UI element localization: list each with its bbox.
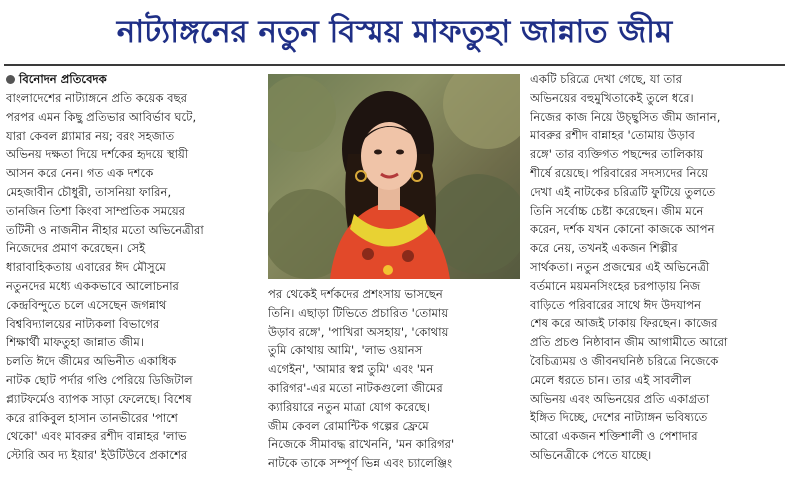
text-line: তটিনী ও নাজনীন নীহার মতো অভিনেত্রীরা (6, 222, 204, 237)
bullet-icon (6, 75, 15, 84)
byline-row (6, 70, 259, 89)
article-column-3 (530, 70, 784, 465)
text-line: বাড়িতে পরিবারের সাথে ঈদ উদযাপন (530, 297, 702, 312)
text-line: স্টোরি অব দ্য ইয়ার' ইউটিউবে প্রকাশের (6, 448, 188, 463)
text-line: অভিনয়ের বহুমুখিতাকেই তুলে ধরে। (530, 90, 694, 105)
text-line: বিশ্ববিদ্যালয়ের নাট্যকলা বিভাগের (6, 316, 160, 331)
article-photo (268, 74, 520, 279)
text-line: জীম কেবল রোমান্টিক গল্পের ফ্রেমে (268, 418, 429, 433)
text-line: নিজের কাজ নিয়ে উচ্ছ্বসিত জীম জানান, (530, 109, 721, 124)
text-line: তানজিন তিশা কিংবা সাম্প্রতিক সময়ের (6, 203, 186, 218)
text-line: ইঙ্গিত দিচ্ছে, দেশের নাট্যাঙ্গন ভবিষ্যতে (530, 410, 708, 425)
text-line: পরপর এমন কিছু প্রতিভার আবির্ভাব ঘটে, (6, 109, 197, 124)
text-line: রঙ্গে' তার ব্যক্তিগত পছন্দের তালিকায় (530, 147, 704, 162)
text-line: বৈচিত্র্যময় ও জীবনঘনিষ্ঠ চরিত্রে নিজেকে (530, 353, 719, 368)
text-line: থেকো' এবং মাবরুর রশীদ বান্নাহর 'লাভ (6, 429, 187, 444)
text-line: তুমি কোথায় আমি', 'লাভ ওয়ানস (268, 343, 423, 358)
text-line: কেন্দ্রবিন্দুতে চলে এসেছেন জগন্নাথ (6, 297, 167, 312)
text-line: বাংলাদেশের নাট্যাঙ্গনে প্রতি কয়েক বছর (6, 91, 188, 105)
article-headline: নাট্যাঙ্গনের নতুন বিস্ময় মাফতুহা জান্নাত জীম (116, 14, 673, 50)
headline-divider (4, 64, 785, 66)
text-line: ক্যারিয়ারে নতুন মাত্রা যোগ করেছে। (268, 399, 431, 414)
text-line: চলতি ঈদে জীমের অভিনীত একাধিক (6, 354, 177, 369)
text-line: করেন, দর্শক যখন কোনো কাজকে আপন (530, 222, 715, 237)
text-line: নতুনদের মধ্যে এককভাবে আলোচনার (6, 278, 179, 293)
text-line: মেহজাবীন চৌধুরী, তাসনিয়া ফারিন, (6, 184, 172, 199)
text-line: করে রাকিবুল হাসান তানভীরের 'পাশে (6, 410, 178, 425)
text-line: আসন করে নেন। গত এক দশকে (6, 166, 154, 181)
text-line: করে নেয়, তখনই একজন শিল্পীর (530, 241, 678, 256)
text-line: আরো একজন শক্তিশালী ও পেশাদার (530, 429, 698, 444)
text-line: কারিগর'-এর মতো নাটকগুলো জীমের (268, 380, 443, 395)
text-line: তিনি সর্বোচ্চ চেষ্টা করেছেন। জীম মনে (530, 203, 704, 218)
text-line: শিক্ষার্থী মাফতুহা জান্নাত জীম। (6, 335, 144, 350)
text-line: উড়াব রঙ্গে', 'পাখিরা অসহায়', 'কোথায় (268, 324, 449, 339)
text-line: মেলে ধরতে চান। তার এই সাবলীল (530, 372, 692, 387)
text-line: একটি চরিত্রে দেখা গেছে, যা তার (530, 72, 683, 86)
article-column-1 (6, 70, 259, 465)
text-line: নিজেকে সীমাবদ্ধ রাখেননি, 'মন কারিগর' (268, 437, 455, 452)
text-line: নাটক ছোট পর্দার গণ্ডি পেরিয়ে ডিজিটাল (6, 372, 193, 387)
text-line: শেষ করে আজই ঢাকায় ফিরছেন। কাজের (530, 316, 718, 331)
text-line: অভিনয় এবং অভিনয়ের প্রতি একাগ্রতা (530, 391, 710, 406)
text-line: পর থেকেই দর্শকদের প্রশংসায় ভাসছেন (268, 287, 443, 301)
text-line: শীর্ষে রয়েছে। পরিবারের সদস্যদের নিয়ে (530, 165, 709, 180)
text-line: নাটকে তাকে সম্পূর্ণ ভিন্ন এবং চ্যালেঞ্জিং (268, 456, 453, 471)
text-line: অভিনেত্রীকে পেতে যাচ্ছে। (530, 447, 652, 462)
text-line: প্ল্যাটফর্মেও ব্যাপক সাড়া ফেলেছে। বিশেষ (6, 391, 192, 406)
byline: বিনোদন প্রতিবেদক (19, 72, 107, 86)
text-line: দেখা এই নাটকের চরিত্রটি ফুটিয়ে তুলতে (530, 184, 716, 199)
article-column-2 (268, 285, 520, 473)
portrait-photo-icon (268, 74, 520, 279)
text-line: প্রতি প্রচণ্ড নিষ্ঠাবান জীম আগামীতে আরো (530, 335, 728, 350)
text-line: বর্তমানে ময়মনসিংহের চরপাড়ায় নিজ (530, 278, 701, 293)
text-line: নিজেদের প্রমাণ করেছেন। সেই (6, 241, 146, 256)
column-2-text (268, 285, 520, 473)
text-line: ধারাবাহিকতায় এবারের ঈদ মৌসুমে (6, 260, 166, 275)
text-line: সার্থকতা। নতুন প্রজন্মের এই অভিনেত্রী (530, 259, 710, 274)
text-line: তিনি। এছাড়া টিভিতে প্রচারিত 'তোমায় (268, 305, 449, 320)
text-line: এগেইন', 'আমার স্বপ্ন তুমি' এবং 'মন (268, 362, 434, 377)
text-line: মাবরুর রশীদ বান্নাহর 'তোমায় উড়াব (530, 128, 695, 143)
column-1-text (6, 89, 259, 465)
text-line: যারা কেবল গ্ল্যামার নয়; বরং সহজাত (6, 128, 175, 143)
text-line: অভিনয় দক্ষতা দিয়ে দর্শকের হৃদয়ে স্থায়ী (6, 147, 189, 162)
column-3-text (530, 70, 784, 465)
